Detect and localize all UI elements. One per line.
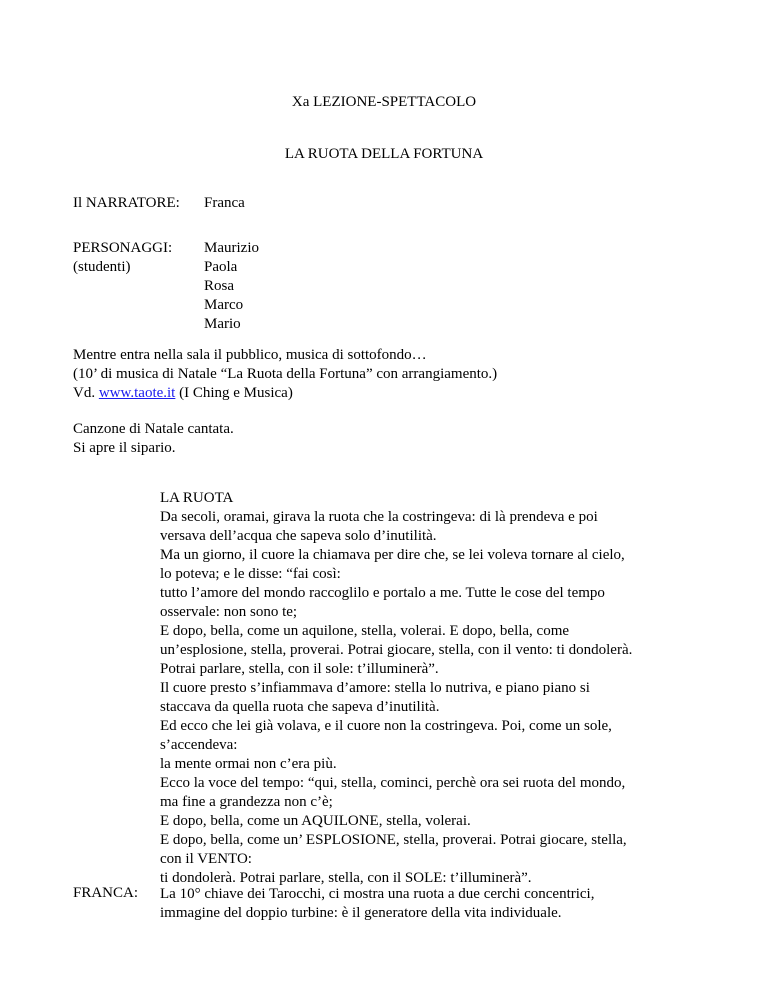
page-subtitle: LA RUOTA DELLA FORTUNA bbox=[284, 146, 484, 162]
poem-line: un’esplosione, stella, proverai. Potrai giocare, stella, con il vento: ti dondolerà. bbox=[160, 642, 633, 658]
poem-line: E dopo, bella, come un’ ESPLOSIONE, stella, proverai. Potrai giocare, stella, bbox=[160, 832, 627, 848]
poem-line: osservale: non sono te; bbox=[160, 604, 298, 620]
stage-line: Si apre il sipario. bbox=[73, 440, 176, 456]
intro-suffix: (I Ching e Musica) bbox=[175, 385, 293, 401]
characters-label: PERSONAGGI: bbox=[73, 240, 173, 256]
characters-list bbox=[204, 239, 259, 334]
poem-line: E dopo, bella, come un aquilone, stella, volerai. E dopo, bella, come bbox=[160, 623, 570, 639]
poem-line: Ed ecco che lei già volava, e il cuore non la costringeva. Poi, come un sole, bbox=[160, 718, 612, 734]
poem-line: versava dell’acqua che sapeva solo d’inutilità. bbox=[160, 528, 437, 544]
stage-directions bbox=[73, 420, 234, 458]
character-name: Paola bbox=[204, 259, 238, 275]
poem-line: Ma un giorno, il cuore la chiamava per dire che, se lei voleva tornare al cielo, bbox=[160, 547, 625, 563]
page-title: Xa LEZIONE-SPETTACOLO bbox=[291, 94, 477, 110]
speech-line: immagine del doppio turbine: è il generatore della vita individuale. bbox=[160, 905, 562, 921]
speech-line: La 10° chiave dei Tarocchi, ci mostra una ruota a due cerchi concentrici, bbox=[160, 886, 595, 902]
narrator-name: Franca bbox=[204, 195, 245, 211]
intro-line: (10’ di musica di Natale “La Ruota della Fortuna” con arrangiamento.) bbox=[73, 366, 498, 382]
intro-line bbox=[73, 384, 497, 403]
poem-line: la mente ormai non c’era più. bbox=[160, 756, 337, 772]
poem-line: E dopo, bella, come un AQUILONE, stella, volerai. bbox=[160, 813, 471, 829]
character-name: Marco bbox=[204, 297, 244, 313]
poem-line: Potrai parlare, stella, con il sole: t’illuminerà”. bbox=[160, 661, 439, 677]
poem-line: con il VENTO: bbox=[160, 851, 252, 867]
speaker-franca: FRANCA: bbox=[73, 885, 139, 901]
poem-block bbox=[160, 489, 632, 888]
franca-speech bbox=[160, 885, 594, 923]
character-name: Rosa bbox=[204, 278, 234, 294]
poem-line: Ecco la voce del tempo: “qui, stella, cominci, perchè ora sei ruota del mondo, bbox=[160, 775, 626, 791]
poem-line: tutto l’amore del mondo raccoglilo e portalo a me. Tutte le cose del tempo bbox=[160, 585, 605, 601]
poem-line: LA RUOTA bbox=[160, 490, 234, 506]
poem-line: Da secoli, oramai, girava la ruota che la costringeva: di là prendeva e poi bbox=[160, 509, 598, 525]
characters-sublabel: (studenti) bbox=[73, 259, 131, 275]
character-name: Mario bbox=[204, 316, 241, 332]
poem-line: ti dondolerà. Potrai parlare, stella, con il SOLE: t’illuminerà”. bbox=[160, 870, 532, 886]
poem-line: ma fine a grandezza non c’è; bbox=[160, 794, 333, 810]
poem-line: staccava da quella ruota che sapeva d’inutilità. bbox=[160, 699, 440, 715]
stage-line: Canzone di Natale cantata. bbox=[73, 421, 234, 437]
poem-line: Il cuore presto s’infiammava d’amore: stella lo nutriva, e piano piano si bbox=[160, 680, 590, 696]
intro-block bbox=[73, 346, 497, 403]
taote-link[interactable]: www.taote.it bbox=[98, 385, 176, 401]
intro-prefix: Vd. bbox=[73, 385, 99, 401]
poem-line: lo poteva; e le disse: “fai così: bbox=[160, 566, 341, 582]
poem-line: s’accendeva: bbox=[160, 737, 238, 753]
intro-line: Mentre entra nella sala il pubblico, musica di sottofondo… bbox=[73, 347, 427, 363]
characters-label-block bbox=[73, 239, 172, 277]
narrator-label: Il NARRATORE: bbox=[73, 195, 180, 211]
character-name: Maurizio bbox=[204, 240, 259, 256]
